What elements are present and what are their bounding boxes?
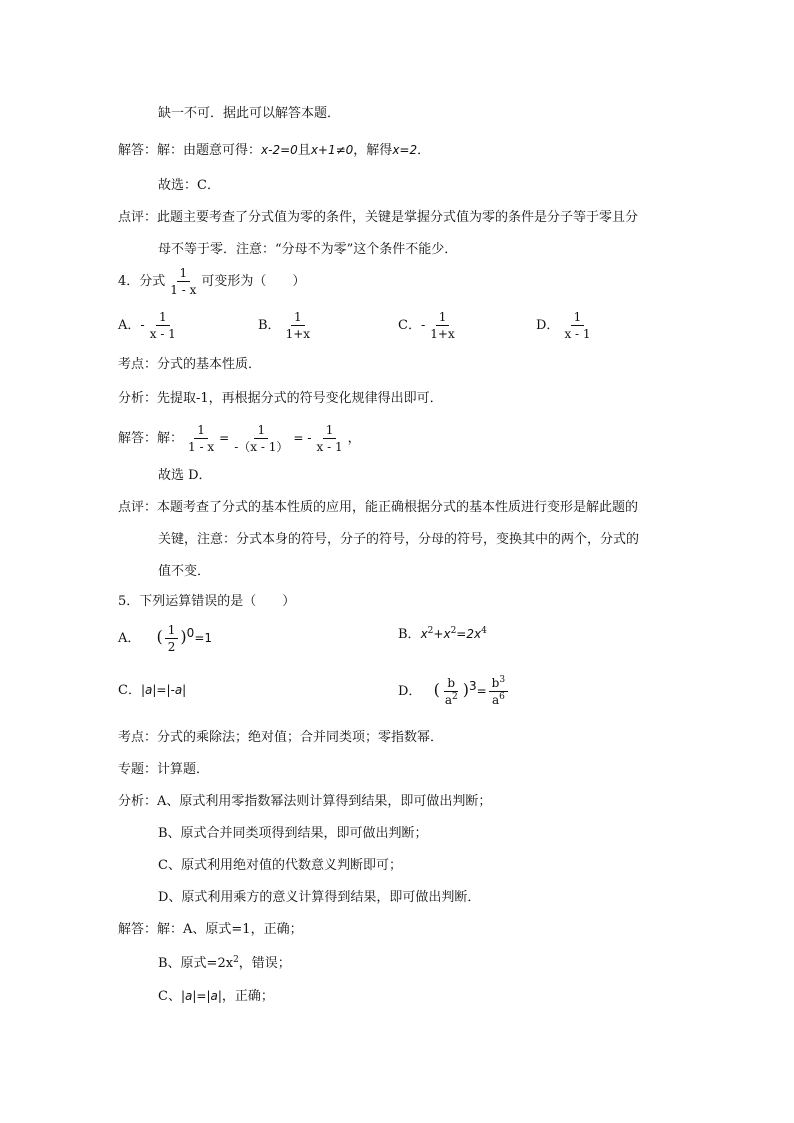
option-d (536, 308, 596, 343)
denominator: $a^2$ (444, 692, 458, 707)
text: ，错误； (238, 956, 291, 971)
denominator: 1 - x (188, 440, 215, 454)
option-b (398, 626, 487, 643)
denominator: 1 - x (170, 283, 197, 297)
numerator: 1 (177, 266, 191, 282)
text: ，解得 (353, 143, 393, 158)
option-label: B． (258, 318, 281, 333)
exponent: 3 (468, 679, 477, 693)
text: A、原式利用零指数幂法则计算得到结果，即可做出判断； (157, 794, 492, 809)
fenxi-line: C、原式利用绝对值的代数意义判断即可； (158, 858, 402, 873)
option-label: D． (398, 684, 422, 699)
numerator: 1 (436, 310, 450, 326)
label-fenxi: 分析： (118, 794, 158, 809)
math: =2x (456, 627, 482, 641)
exponent: 2 (450, 626, 457, 636)
denominator: 1+x (430, 327, 455, 341)
jieda-line (118, 922, 303, 938)
option-label: A． (118, 631, 141, 646)
numerator: 1 (165, 623, 179, 639)
label-jieda: 解答： (118, 143, 158, 158)
solution-line (118, 142, 430, 159)
option-label: B． (398, 627, 421, 642)
text: 分式的基本性质． (157, 357, 262, 372)
label-jieda: 解答： (118, 922, 158, 937)
option-c (118, 682, 186, 699)
text: 此题主要考查了分式值为零的条件，关键是掌握分式值为零的条件是分子等于零且分 (157, 210, 639, 225)
jieda-line (158, 956, 291, 972)
exponent: 0 (186, 626, 195, 640)
fraction (165, 623, 179, 654)
text: 可变形为（ ） (201, 274, 306, 289)
q-number: 4．分式 (118, 274, 166, 289)
denominator: x - 1 (564, 327, 591, 341)
text: 解：A、原式=1，正确； (157, 922, 303, 937)
fraction (283, 310, 313, 341)
fenxi-line (118, 794, 491, 810)
exponent: 2 (233, 955, 239, 965)
answer-line: 故选：C． (158, 178, 220, 193)
numerator: 1 (571, 310, 585, 326)
math: |a|=|-a| (140, 683, 187, 697)
question-5-stem: 5．下列运算错误的是（ ） (118, 594, 296, 609)
option-a (118, 308, 181, 343)
question-4-stem (118, 266, 305, 297)
zhuanti-line (118, 762, 209, 778)
neg-sign: - (420, 318, 426, 332)
dianping-line: 关键，注意：分式本身的符号，分子的符号，分母的符号，变换其中的两个，分式的 (158, 532, 640, 547)
fraction (489, 676, 508, 707)
denominator: 2 (167, 640, 176, 654)
text: 且 (297, 143, 311, 158)
jieda-line (118, 420, 361, 457)
math: x (420, 627, 428, 641)
exponent: 2 (427, 626, 434, 636)
math: x+1≠0 (310, 143, 354, 157)
text: 先提取-1，再根据分式的符号变化规律得出即可． (157, 391, 443, 406)
text: 解： (157, 431, 184, 446)
text: 本题考查了分式的基本性质的应用，能正确根据分式的基本性质进行变形是解此题的 (157, 500, 639, 515)
math: =1 (194, 631, 213, 645)
denominator: -（x - 1） (234, 440, 289, 454)
fenxi-line (118, 391, 443, 407)
text: C、 (158, 989, 181, 1004)
text: 分式的乘除法；绝对值；合并同类项；零指数幂． (157, 730, 444, 745)
option-label: C． (118, 683, 141, 698)
label-jieda: 解答： (118, 431, 158, 446)
equals-sign: = (219, 431, 230, 445)
numerator: $b^3$ (489, 676, 508, 692)
text-line: 缺一不可．据此可以解答本题． (158, 106, 341, 121)
fraction (314, 423, 346, 454)
dianping-line (118, 500, 638, 516)
label-dianping: 点评： (118, 500, 158, 515)
label-fenxi: 分析： (118, 391, 158, 406)
numerator: 1 (156, 310, 170, 326)
math: |a|=|a| (180, 989, 222, 1003)
math: x=2 (392, 143, 418, 157)
fenxi-line: D、原式利用乘方的意义计算得到结果，即可做出判断． (158, 890, 481, 905)
equals-sign: = - (293, 431, 312, 445)
numerator: 1 (323, 423, 337, 439)
label-kaodian: 考点： (118, 730, 158, 745)
fraction (561, 310, 593, 341)
text: 解：由题意可得： (157, 143, 262, 158)
option-label: D． (536, 318, 560, 333)
numerator: 1 (254, 423, 268, 439)
dianping-line: 值不变． (158, 564, 211, 579)
numerator: 1 (194, 423, 208, 439)
denominator: x - 1 (316, 440, 343, 454)
numerator: b (444, 676, 458, 692)
option-a: A． ( $\frac{1}{2}$ )$^0$=1 (118, 623, 213, 654)
text: 计算题． (157, 762, 210, 777)
answer-line: 故选 D． (158, 468, 212, 483)
denominator: 1+x (285, 327, 311, 341)
option-label: C． (398, 318, 421, 333)
fraction (185, 423, 217, 454)
exponent: 4 (481, 626, 487, 636)
kaodian-line (118, 730, 443, 746)
denominator: x - 1 (149, 327, 176, 341)
denominator: $a^6$ (491, 692, 505, 707)
text: ， (347, 431, 361, 446)
numerator: 1 (291, 310, 305, 326)
option-b (258, 308, 315, 343)
label-kaodian: 考点： (118, 357, 158, 372)
option-d: D． ( $\frac{b}{a^2}$ )$^3$= $\frac{b^3}{a^6}$ (398, 670, 510, 712)
label-dianping: 点评： (118, 210, 158, 225)
comment-line: 母不等于零．注意：“分母不为零”这个条件不能少． (158, 242, 458, 257)
math: +x (433, 627, 451, 641)
text: ． (417, 143, 431, 158)
label-zhuanti: 专题： (118, 762, 158, 777)
fraction (167, 266, 199, 297)
fraction (442, 676, 461, 707)
text: ，正确； (221, 989, 274, 1004)
kaodian-line (118, 357, 261, 373)
math: x-2=0 (261, 143, 298, 157)
fraction (427, 310, 457, 341)
text: B、原式=2x (158, 956, 234, 971)
fraction (231, 423, 291, 454)
equals-sign: = (476, 684, 487, 698)
jieda-line (158, 988, 274, 1005)
fenxi-line: B、原式合并同类项得到结果，即可做出判断； (158, 826, 428, 841)
fraction (147, 310, 179, 341)
comment-line (118, 210, 638, 226)
neg-sign: - (140, 318, 145, 332)
option-label: A． (118, 318, 141, 333)
option-c (398, 308, 460, 343)
